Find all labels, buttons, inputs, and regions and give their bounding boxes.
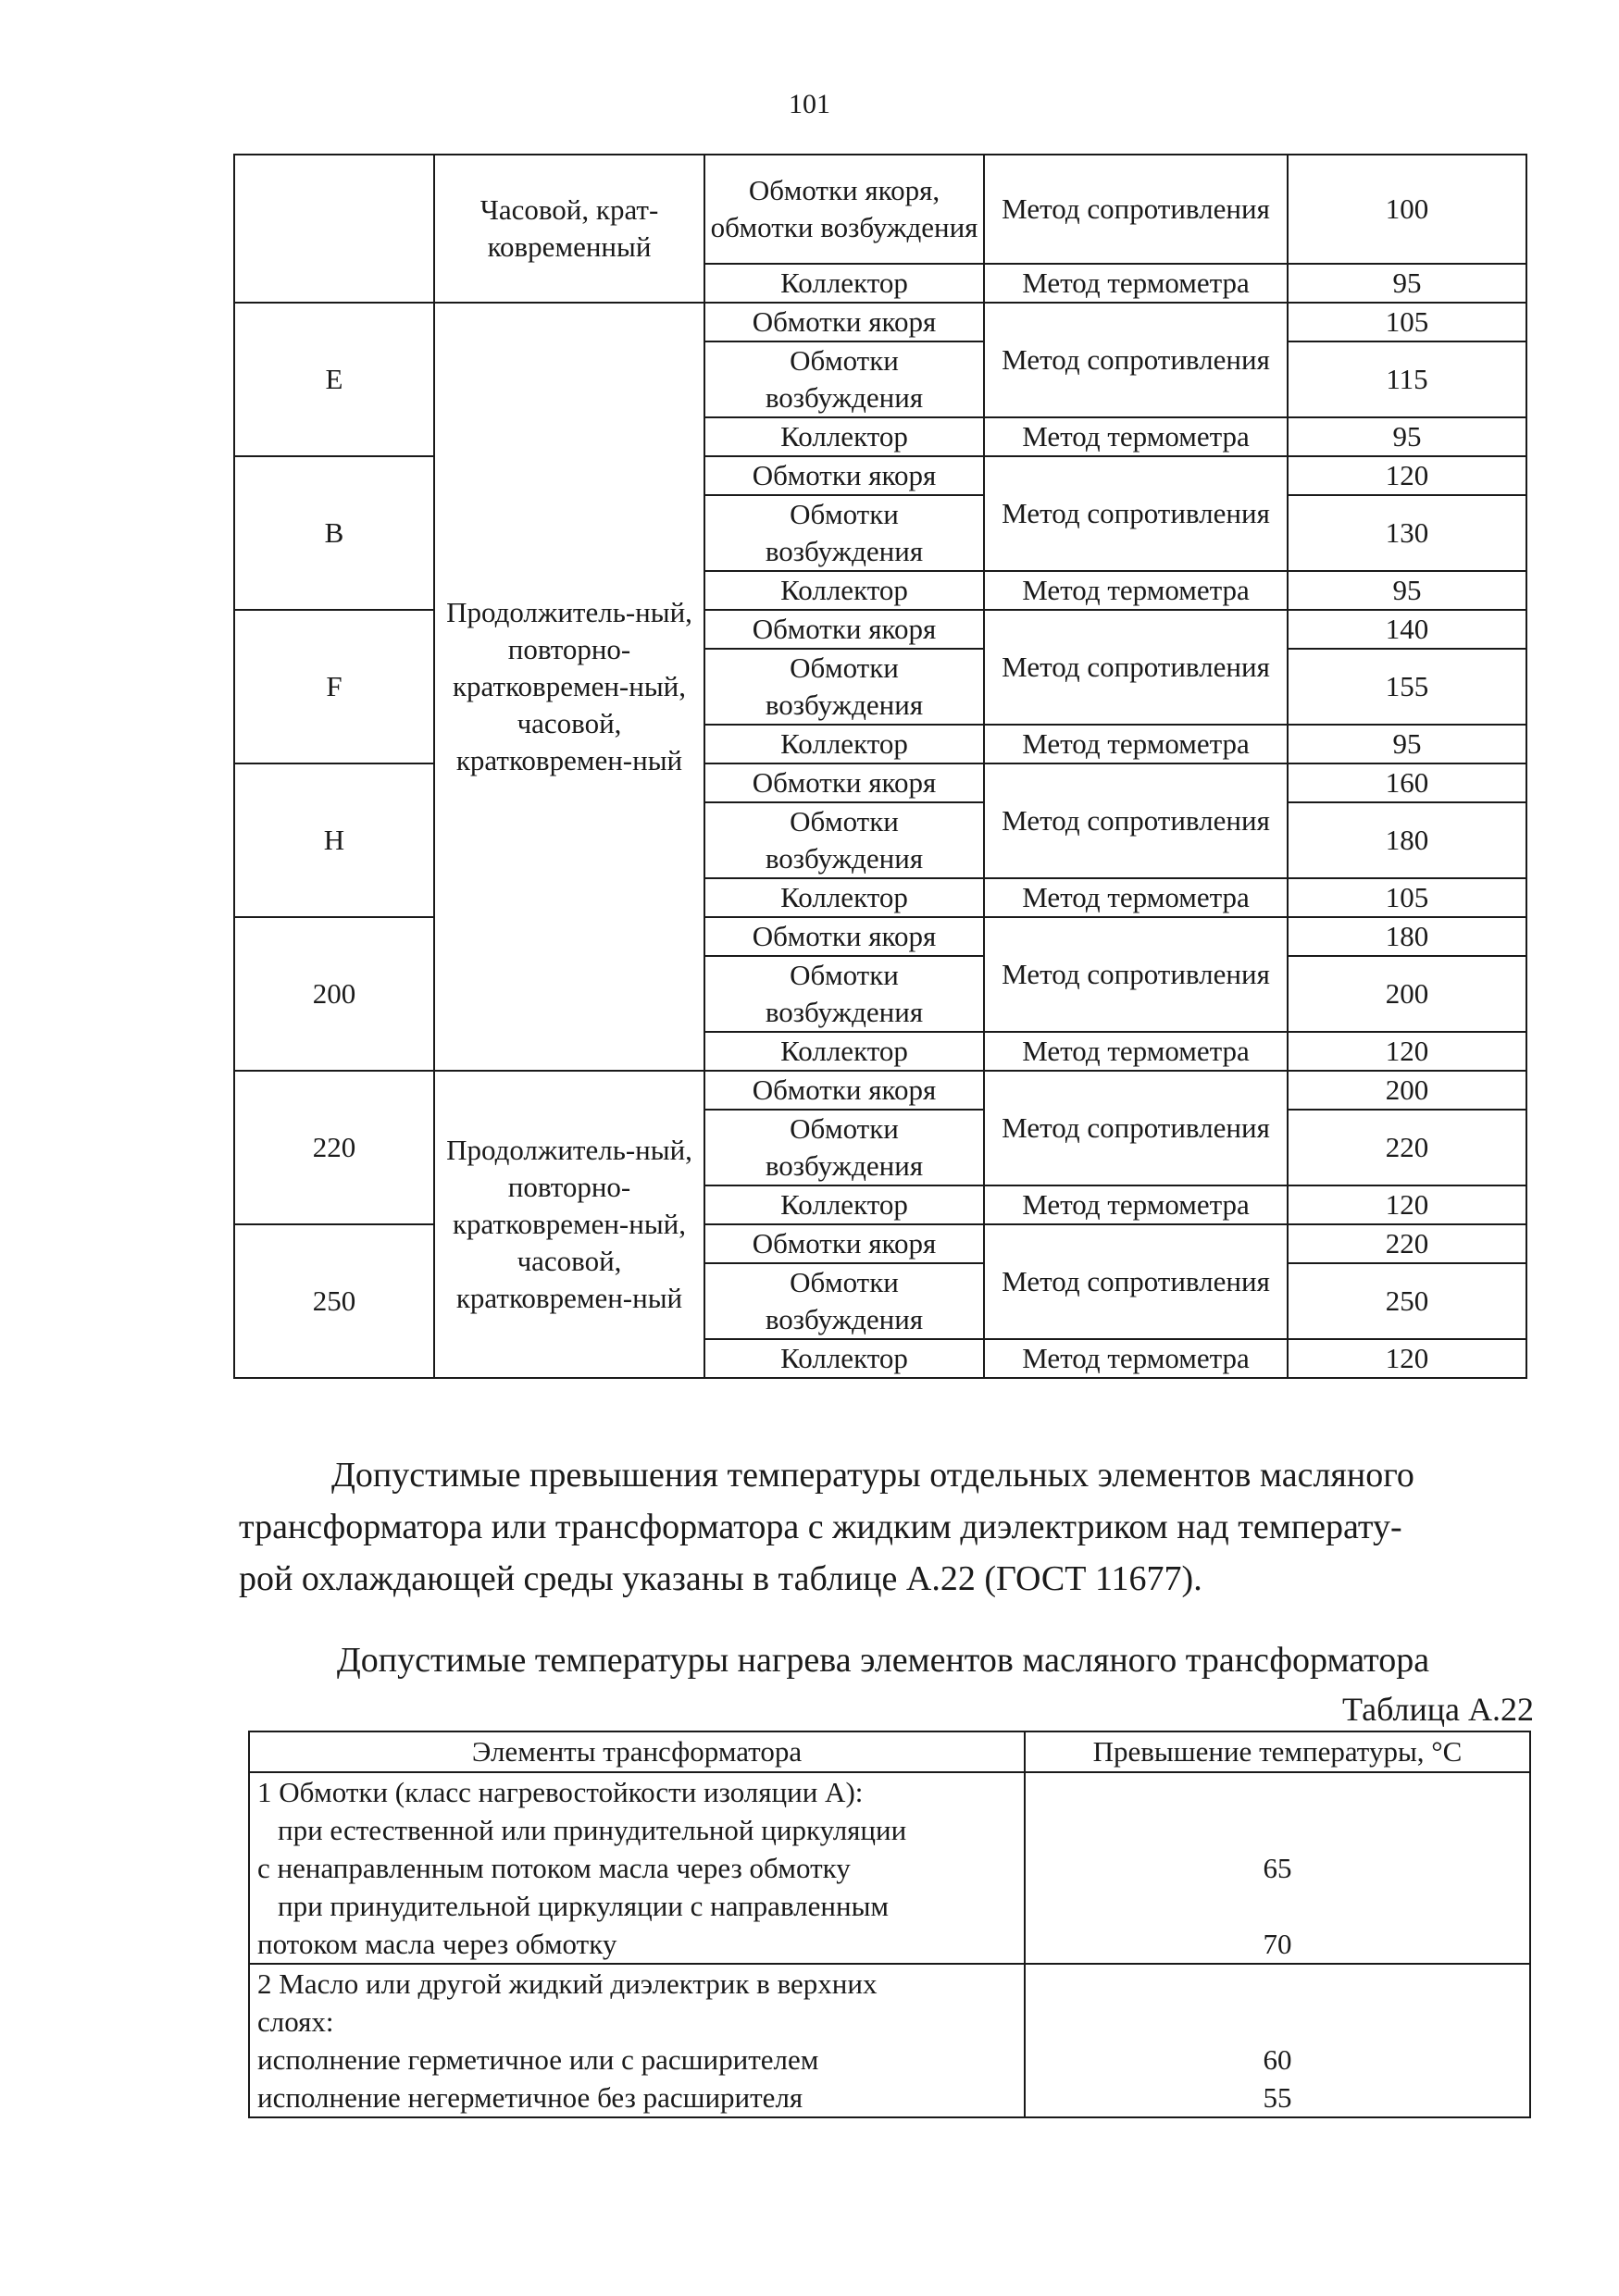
temperature-value-cell: 100 bbox=[1288, 155, 1526, 264]
machine-element-cell: Коллектор bbox=[704, 571, 984, 610]
element-description-line: 2 Масло или другой жидкий диэлектрик в верхних bbox=[257, 1967, 878, 2000]
measurement-method-cell: Метод сопротивления bbox=[984, 763, 1288, 878]
machine-element-cell: Обмотки возбуждения bbox=[704, 1263, 984, 1339]
temperature-value-cell: 115 bbox=[1288, 341, 1526, 417]
machine-element-cell: Коллектор bbox=[704, 1032, 984, 1071]
paragraph bbox=[239, 1449, 1527, 1605]
table-row bbox=[234, 456, 1526, 495]
insulation-class-cell: B bbox=[234, 456, 434, 610]
measurement-method-cell: Метод сопротивления bbox=[984, 917, 1288, 1032]
temperature-rise-value: 55 bbox=[1263, 2081, 1292, 2114]
temperature-value-cell: 95 bbox=[1288, 725, 1526, 763]
insulation-class-cell: 250 bbox=[234, 1224, 434, 1378]
measurement-method-cell: Метод термометра bbox=[984, 264, 1288, 303]
temperature-rise-value bbox=[1033, 1773, 1522, 1811]
operating-mode-cell: Часовой, крат-ковременный bbox=[434, 155, 704, 303]
temperature-value-cell: 180 bbox=[1288, 917, 1526, 956]
machine-element-cell: Обмотки возбуждения bbox=[704, 1110, 984, 1185]
machine-element-cell: Обмотки якоря bbox=[704, 610, 984, 649]
temperature-value-cell: 130 bbox=[1288, 495, 1526, 571]
page-number: 101 bbox=[789, 89, 830, 119]
insulation-class-cell bbox=[234, 155, 434, 303]
element-description-line: слоях: bbox=[257, 2005, 334, 2038]
element-description-cell bbox=[249, 1964, 1025, 2117]
temperature-value-cell: 120 bbox=[1288, 1185, 1526, 1224]
operating-mode-cell: Продолжитель-ный, повторно-кратковремен-ный, часовой, кратковремен-ный bbox=[434, 1071, 704, 1378]
table-row bbox=[234, 1224, 1526, 1263]
table-title: Допустимые температуры нагрева элементов масляного трансформатора bbox=[336, 1641, 1430, 1680]
measurement-method-cell: Метод термометра bbox=[984, 725, 1288, 763]
measurement-method-cell: Метод сопротивления bbox=[984, 303, 1288, 417]
temperature-value-cell: 140 bbox=[1288, 610, 1526, 649]
temperature-value-cell: 160 bbox=[1288, 763, 1526, 802]
temperature-rise-value bbox=[1033, 1811, 1522, 1849]
machine-element-cell: Обмотки возбуждения bbox=[704, 802, 984, 878]
measurement-method-cell: Метод термометра bbox=[984, 417, 1288, 456]
temperature-rise-value: 70 bbox=[1263, 1928, 1292, 1960]
temperature-value-cell: 220 bbox=[1288, 1110, 1526, 1185]
measurement-method-cell: Метод термометра bbox=[984, 1032, 1288, 1071]
temperature-value-cell: 120 bbox=[1288, 456, 1526, 495]
temperature-rise-cell bbox=[1025, 1772, 1530, 1964]
temperature-value-cell: 200 bbox=[1288, 956, 1526, 1032]
machine-element-cell: Коллектор bbox=[704, 417, 984, 456]
element-description-line: потоком масла через обмотку bbox=[257, 1928, 617, 1960]
machine-element-cell: Обмотки возбуждения bbox=[704, 341, 984, 417]
machine-element-cell: Коллектор bbox=[704, 878, 984, 917]
table-row bbox=[234, 610, 1526, 649]
measurement-method-cell: Метод сопротивления bbox=[984, 610, 1288, 725]
measurement-method-cell: Метод термометра bbox=[984, 878, 1288, 917]
table-row bbox=[234, 1071, 1526, 1110]
measurement-method-cell: Метод термометра bbox=[984, 571, 1288, 610]
element-description-line: при естественной или принудительной циркуляции bbox=[278, 1814, 907, 1846]
temperature-value-cell: 220 bbox=[1288, 1224, 1526, 1263]
temperature-rise-value bbox=[1033, 1887, 1522, 1925]
temperature-value-cell: 180 bbox=[1288, 802, 1526, 878]
measurement-method-cell: Метод термометра bbox=[984, 1339, 1288, 1378]
element-description-line: 1 Обмотки (класс нагревостойкости изоляции А): bbox=[257, 1776, 864, 1808]
table-number: Таблица А.22 bbox=[1342, 1691, 1534, 1728]
measurement-method-cell: Метод сопротивления bbox=[984, 155, 1288, 264]
machine-element-cell: Коллектор bbox=[704, 264, 984, 303]
temperature-value-cell: 95 bbox=[1288, 417, 1526, 456]
machine-element-cell: Обмотки возбуждения bbox=[704, 495, 984, 571]
table-row bbox=[234, 917, 1526, 956]
machine-element-cell: Обмотки якоря, обмотки возбуждения bbox=[704, 155, 984, 264]
machine-element-cell: Коллектор bbox=[704, 725, 984, 763]
insulation-class-cell: 220 bbox=[234, 1071, 434, 1224]
table-row bbox=[234, 303, 1526, 341]
temperature-value-cell: 95 bbox=[1288, 264, 1526, 303]
machine-element-cell: Обмотки возбуждения bbox=[704, 956, 984, 1032]
temperature-rise-value bbox=[1033, 1965, 1522, 2003]
temperature-value-cell: 155 bbox=[1288, 649, 1526, 725]
insulation-class-cell: E bbox=[234, 303, 434, 456]
element-description-cell bbox=[249, 1772, 1025, 1964]
machine-element-cell: Обмотки якоря bbox=[704, 1224, 984, 1263]
machine-element-cell: Коллектор bbox=[704, 1339, 984, 1378]
paragraph-line: рой охлаждающей среды указаны в таблице А.22 (ГОСТ 11677). bbox=[239, 1559, 1202, 1598]
machine-element-cell: Коллектор bbox=[704, 1185, 984, 1224]
paragraph-line: трансформатора или трансформатора с жидким диэлектриком над температу- bbox=[239, 1508, 1402, 1546]
machine-element-cell: Обмотки якоря bbox=[704, 917, 984, 956]
measurement-method-cell: Метод сопротивления bbox=[984, 456, 1288, 571]
measurement-method-cell: Метод сопротивления bbox=[984, 1071, 1288, 1185]
temperature-rise-value bbox=[1033, 2003, 1522, 2041]
table-row bbox=[249, 1964, 1530, 2117]
insulation-class-cell: F bbox=[234, 610, 434, 763]
temperature-value-cell: 250 bbox=[1288, 1263, 1526, 1339]
insulation-class-cell: 200 bbox=[234, 917, 434, 1071]
table-row bbox=[249, 1772, 1530, 1964]
temperature-value-cell: 105 bbox=[1288, 303, 1526, 341]
machine-element-cell: Обмотки якоря bbox=[704, 1071, 984, 1110]
table-row bbox=[234, 763, 1526, 802]
temperature-rise-cell bbox=[1025, 1964, 1530, 2117]
insulation-class-cell: H bbox=[234, 763, 434, 917]
temperature-rise-value: 65 bbox=[1263, 1852, 1292, 1884]
header-elements: Элементы трансформатора bbox=[249, 1731, 1025, 1772]
element-description-line: исполнение негерметичное без расширителя bbox=[257, 2081, 803, 2114]
temperature-value-cell: 105 bbox=[1288, 878, 1526, 917]
element-description-line: с ненаправленным потоком масла через обмотку bbox=[257, 1852, 851, 1884]
operating-mode-cell: Продолжитель-ный, повторно-кратковремен-ный, часовой, кратковремен-ный bbox=[434, 303, 704, 1071]
element-description-line: при принудительной циркуляции с направленным bbox=[278, 1890, 890, 1922]
machine-element-cell: Обмотки возбуждения bbox=[704, 649, 984, 725]
temperature-rise-table bbox=[233, 154, 1527, 1379]
measurement-method-cell: Метод термометра bbox=[984, 1185, 1288, 1224]
temperature-value-cell: 95 bbox=[1288, 571, 1526, 610]
temperature-value-cell: 120 bbox=[1288, 1339, 1526, 1378]
temperature-value-cell: 120 bbox=[1288, 1032, 1526, 1071]
machine-element-cell: Обмотки якоря bbox=[704, 456, 984, 495]
temperature-value-cell: 200 bbox=[1288, 1071, 1526, 1110]
table-row bbox=[234, 155, 1526, 264]
machine-element-cell: Обмотки якоря bbox=[704, 763, 984, 802]
paragraph-line: Допустимые превышения температуры отдельных элементов масляного bbox=[331, 1456, 1414, 1495]
temperature-rise-value: 60 bbox=[1263, 2043, 1292, 2076]
header-temperature-rise: Превышение температуры, °С bbox=[1025, 1731, 1530, 1772]
element-description-line: исполнение герметичное или с расширителем bbox=[257, 2043, 819, 2076]
measurement-method-cell: Метод сопротивления bbox=[984, 1224, 1288, 1339]
machine-element-cell: Обмотки якоря bbox=[704, 303, 984, 341]
oil-transformer-table bbox=[248, 1731, 1531, 2118]
